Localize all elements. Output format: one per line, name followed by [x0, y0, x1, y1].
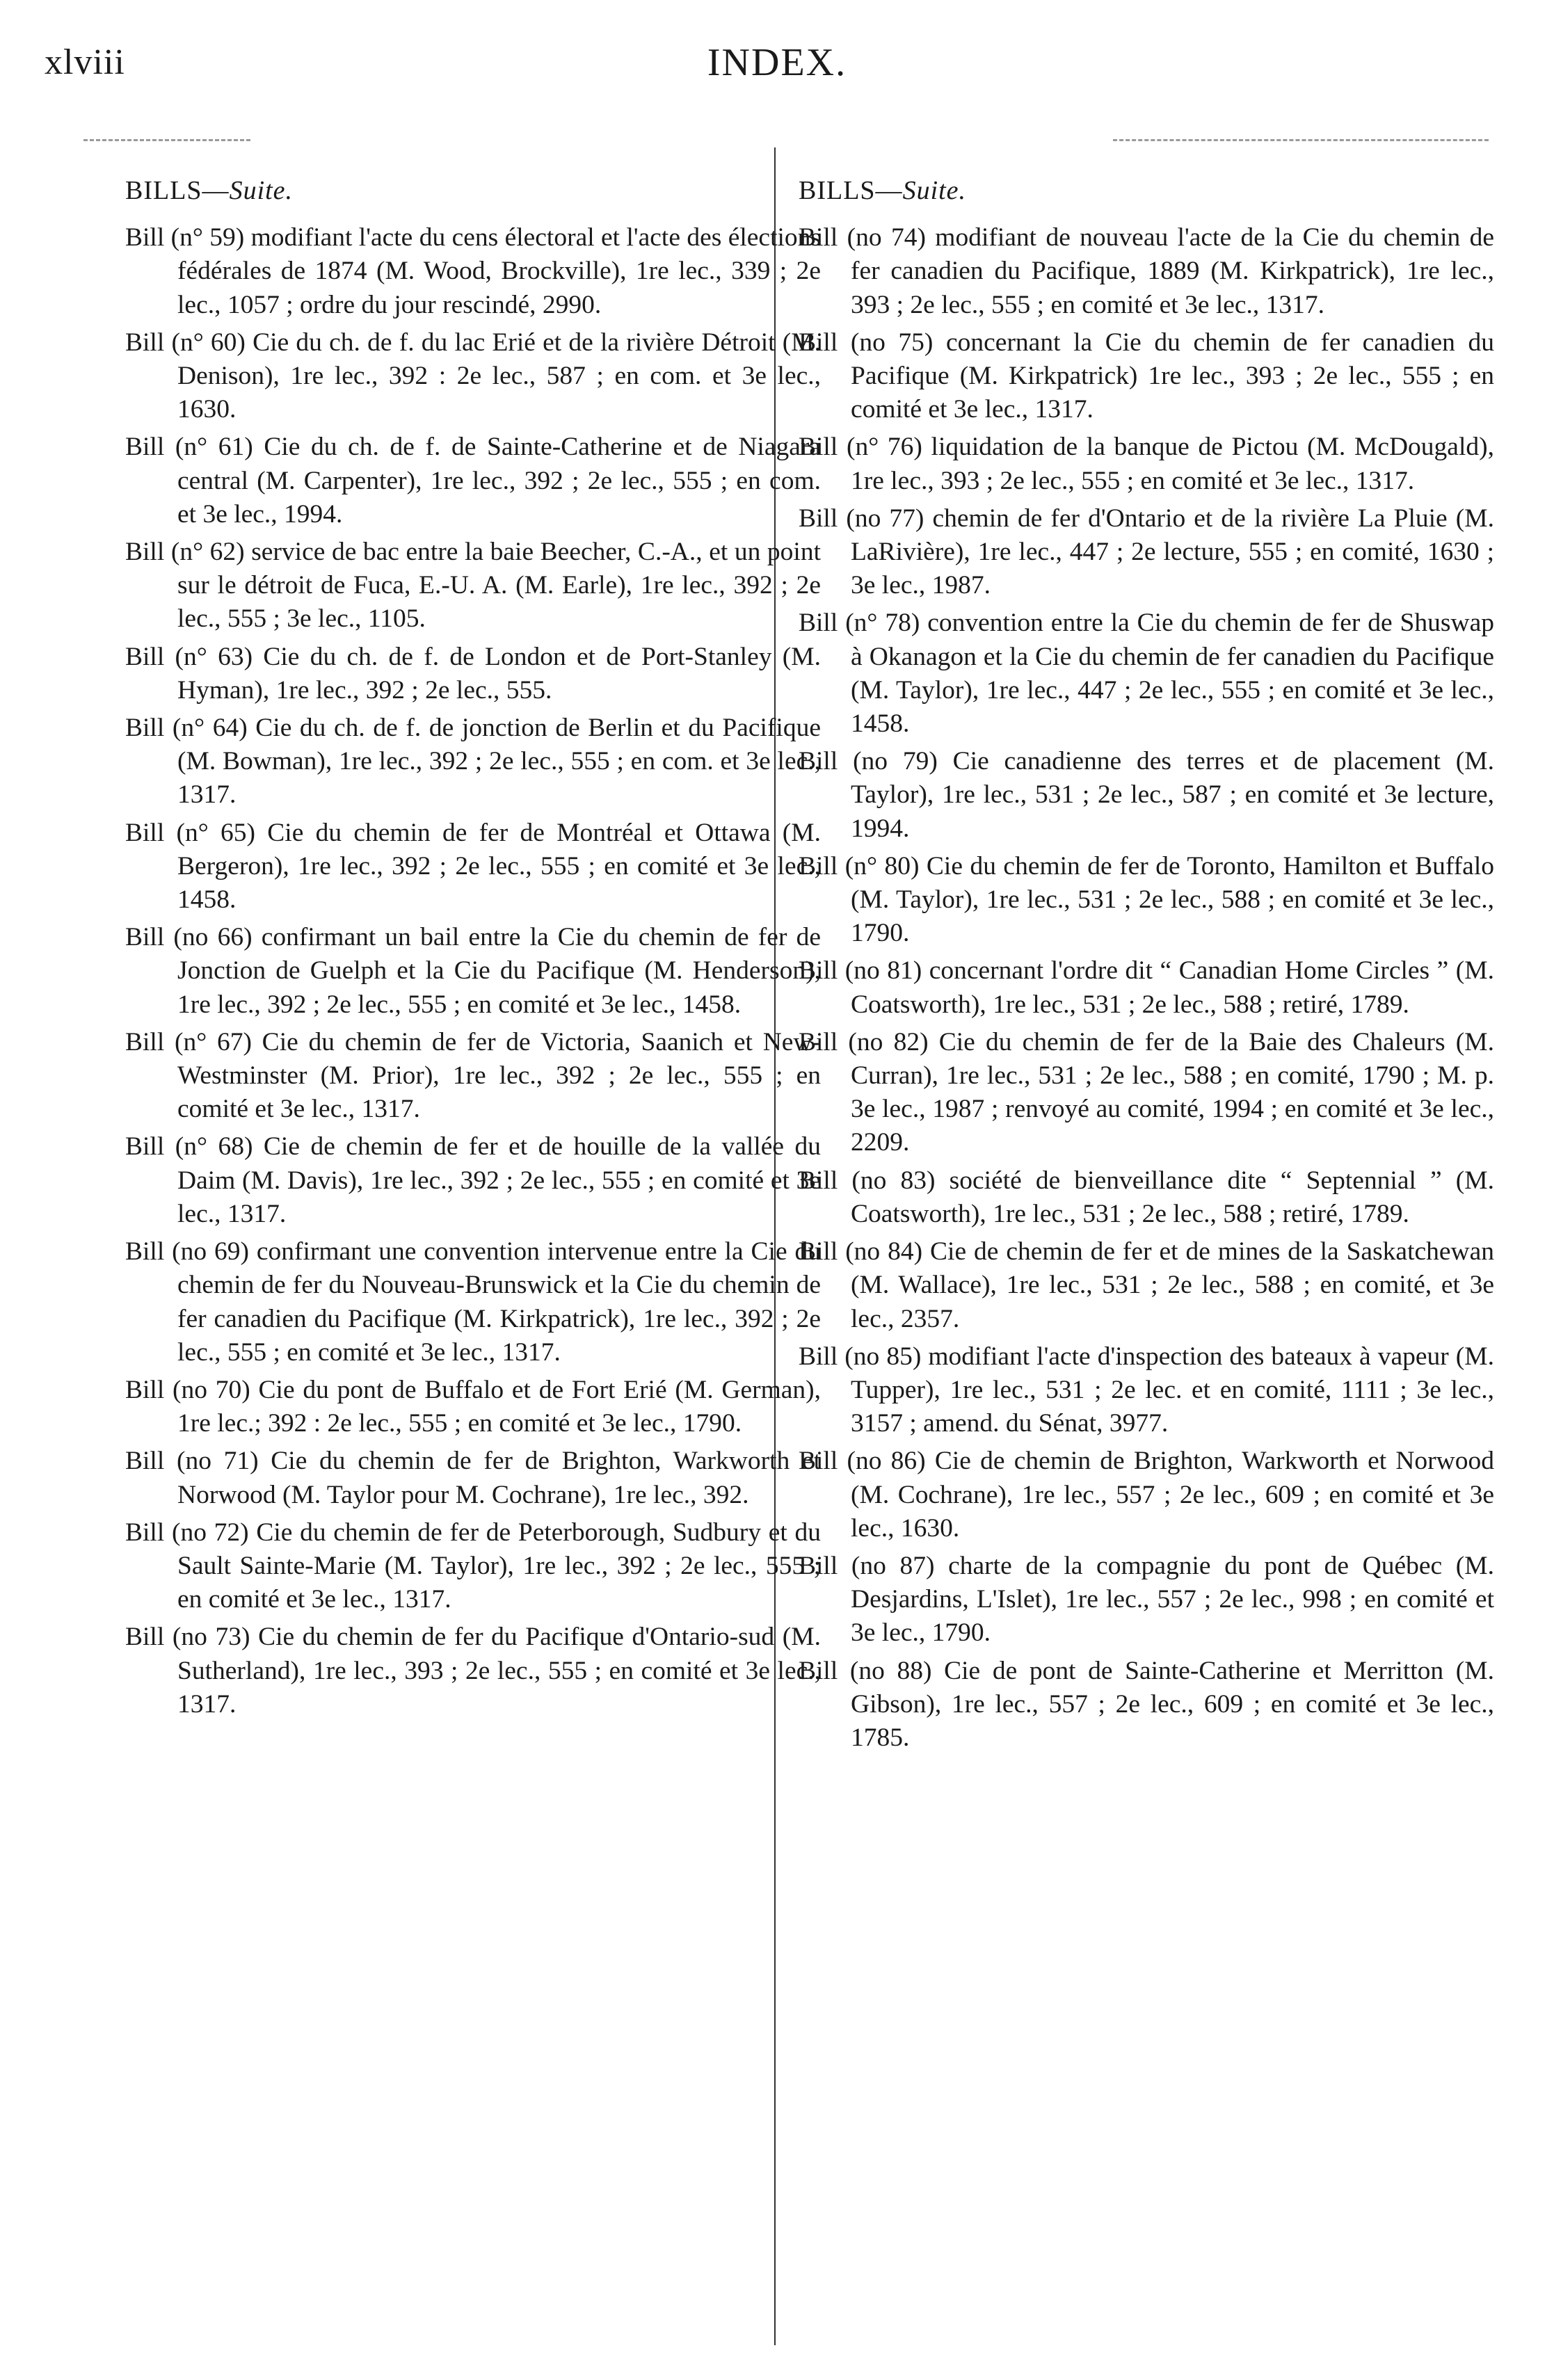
index-entry: Bill (n° 67) Cie du chemin de fer de Victoria, Saanich et New-Westminster (M. Prior), 1re lec., 392 ; 2e lec., 555 ; en comité et 3e lec., 1317.: [125, 1027, 821, 1124]
index-entry: Bill (n° 61) Cie du ch. de f. de Sainte-Catherine et de Niagara central (M. Carpenter), 1re lec., 392 ; 2e lec., 555 ; en com. et 3e lec., 1994.: [125, 433, 821, 529]
right-column-heading: [799, 174, 1494, 207]
index-entry: Bill (no 83) société de bienveillance dite “ Septennial ” (M. Coatsworth), 1re lec., 531 ; 2e lec., 588 ; retiré, 1789.: [799, 1166, 1494, 1228]
index-entry: Bill (no 88) Cie de pont de Sainte-Catherine et Merritton (M. Gibson), 1re lec., 557 ; 2e lec., 609 ; en comité et 3e lec., 1785.: [799, 1656, 1494, 1752]
page-number: xlviii: [45, 42, 125, 82]
left-entries-list: [125, 221, 821, 1721]
index-entry: Bill (no 82) Cie du chemin de fer de la Baie des Chaleurs (M. Curran), 1re lec., 531 ; 2e lec., 588 ; en comité, 1790 ; M. p. 3e lec., 1987 ; renvoyé au comité, 1994 ; en comité et 3e lec., 2209.: [799, 1027, 1494, 1157]
page-header: [0, 0, 1554, 139]
index-entry: Bill (no 85) modifiant l'acte d'inspection des bateaux à vapeur (M. Tupper), 1re lec., 531 ; 2e lec. et en comité, 1111 ; 3e lec., 3157 ; amend. du Sénat, 3977.: [799, 1342, 1494, 1438]
index-entry: Bill (no 66) confirmant un bail entre la Cie du chemin de fer de Jonction de Guelph et la Cie du Pacifique (M. Henderson), 1re lec., 392 ; 2e lec., 555 ; en comité et 3e lec., 1458.: [125, 923, 821, 1019]
index-entry: Bill (n° 78) convention entre la Cie du chemin de fer de Shuswap à Okanagon et la Cie du chemin de fer canadien du Pacifique (M. Taylor), 1re lec., 447 ; 2e lec., 555 ; en comité et 3e lec., 1458.: [799, 609, 1494, 739]
index-entry: Bill (no 77) chemin de fer d'Ontario et de la rivière La Pluie (M. LaRivière), 1re lec., 447 ; 2e lecture, 555 ; en comité, 1630 ; 3e lec., 1987.: [799, 504, 1494, 600]
left-heading-suite: Suite.: [229, 176, 294, 205]
left-column-heading: [125, 174, 821, 207]
index-entry: Bill (n° 76) liquidation de la banque de Pictou (M. McDougald), 1re lec., 393 ; 2e lec., 555 ; en comité et 3e lec., 1317.: [799, 433, 1494, 495]
index-entry: Bill (n° 59) modifiant l'acte du cens électoral et l'acte des élections fédérales de 1874 (M. Wood, Brockville), 1re lec., 339 ; 2e lec., 1057 ; ordre du jour rescindé, 2990.: [125, 223, 822, 319]
index-entry: Bill (no 72) Cie du chemin de fer de Peterborough, Sudbury et du Sault Sainte-Marie (M. Taylor), 1re lec., 392 ; 2e lec., 555 ; en comité et 3e lec., 1317.: [125, 1518, 821, 1614]
page-title: INDEX.: [707, 41, 847, 84]
index-entry: Bill (n° 62) service de bac entre la baie Beecher, C.-A., et un point sur le détroit de Fuca, E.-U. A. (M. Earle), 1re lec., 392 ; 2e lec., 555 ; 3e lec., 1105.: [125, 538, 821, 634]
index-entry: Bill (no 86) Cie de chemin de Brighton, Warkworth et Norwood (M. Cochrane), 1re lec., 557 ; 2e lec., 609 ; en comité et 3e lec., 1630.: [799, 1447, 1494, 1543]
index-entry: Bill (no 81) concernant l'ordre dit “ Canadian Home Circles ” (M. Coatsworth), 1re lec., 531 ; 2e lec., 588 ; retiré, 1789.: [799, 956, 1494, 1019]
index-entry: Bill (n° 60) Cie du ch. de f. du lac Erié et de la rivière Détroit (M. Denison), 1re lec., 392 : 2e lec., 587 ; en com. et 3e lec., 1630.: [125, 328, 821, 424]
index-entry: Bill (no 87) charte de la compagnie du pont de Québec (M. Desjardins, L'Islet), 1re lec., 557 ; 2e lec., 998 ; en comité et 3e lec., 1790.: [799, 1551, 1494, 1648]
index-entry: Bill (no 70) Cie du pont de Buffalo et de Fort Erié (M. German), 1re lec.; 392 : 2e lec., 555 ; en comité et 3e lec., 1790.: [125, 1375, 821, 1438]
right-heading-suite: Suite.: [902, 176, 967, 205]
index-entry: Bill (no 71) Cie du chemin de fer de Brighton, Warkworth et Norwood (M. Taylor pour M. Cochrane), 1re lec., 392.: [125, 1447, 821, 1509]
left-column: [125, 174, 821, 1726]
header-rule-left: [83, 139, 250, 141]
left-heading-main: BILLS—: [125, 176, 230, 205]
index-entry: Bill (n° 68) Cie de chemin de fer et de houille de la vallée du Daim (M. Davis), 1re lec., 392 ; 2e lec., 555 ; en comité et 3e lec., 1317.: [125, 1132, 821, 1228]
index-entry: Bill (n° 80) Cie du chemin de fer de Toronto, Hamilton et Buffalo (M. Taylor), 1re lec., 531 ; 2e lec., 588 ; en comité et 3e lec., 1790.: [799, 851, 1494, 948]
index-entry: Bill (n° 65) Cie du chemin de fer de Montréal et Ottawa (M. Bergeron), 1re lec., 392 ; 2e lec., 555 ; en comité et 3e lec., 1458.: [125, 818, 821, 915]
index-entry: Bill (no 75) concernant la Cie du chemin de fer canadien du Pacifique (M. Kirkpatrick) 1re lec., 393 ; 2e lec., 555 ; en comité et 3e lec., 1317.: [799, 328, 1494, 424]
index-entry: Bill (no 74) modifiant de nouveau l'acte de la Cie du chemin de fer canadien du Pacifique, 1889 (M. Kirkpatrick), 1re lec., 393 ; 2e lec., 555 ; en comité et 3e lec., 1317.: [799, 223, 1494, 319]
right-entries-list: [799, 221, 1494, 1755]
right-column: [799, 174, 1494, 1759]
index-entry: Bill (n° 63) Cie du ch. de f. de London et de Port-Stanley (M. Hyman), 1re lec., 392 ; 2e lec., 555.: [125, 642, 821, 705]
index-entry: Bill (no 73) Cie du chemin de fer du Pacifique d'Ontario-sud (M. Sutherland), 1re lec., 393 ; 2e lec., 555 ; en comité et 3e lec., 1317.: [125, 1623, 821, 1719]
index-entry: Bill (no 69) confirmant une convention intervenue entre la Cie du chemin de fer du Nouveau-Brunswick et la Cie du chemin de fer canadien du Pacifique (M. Kirkpatrick), 1re lec., 392 ; 2e lec., 555 ; en comité et 3e lec., 1317.: [125, 1237, 821, 1367]
right-heading-main: BILLS—: [799, 176, 903, 205]
index-entry: Bill (no 84) Cie de chemin de fer et de mines de la Saskatchewan (M. Wallace), 1re lec., 531 ; 2e lec., 588 ; en comité, et 3e lec., 2357.: [799, 1237, 1494, 1333]
index-entry: Bill (no 79) Cie canadienne des terres et de placement (M. Taylor), 1re lec., 531 ; 2e lec., 587 ; en comité et 3e lecture, 1994.: [799, 747, 1494, 843]
index-entry: Bill (n° 64) Cie du ch. de f. de jonction de Berlin et du Pacifique (M. Bowman), 1re lec., 392 ; 2e lec., 555 ; en com. et 3e lec., 1317.: [125, 714, 821, 810]
header-rule-right: [1113, 139, 1489, 141]
